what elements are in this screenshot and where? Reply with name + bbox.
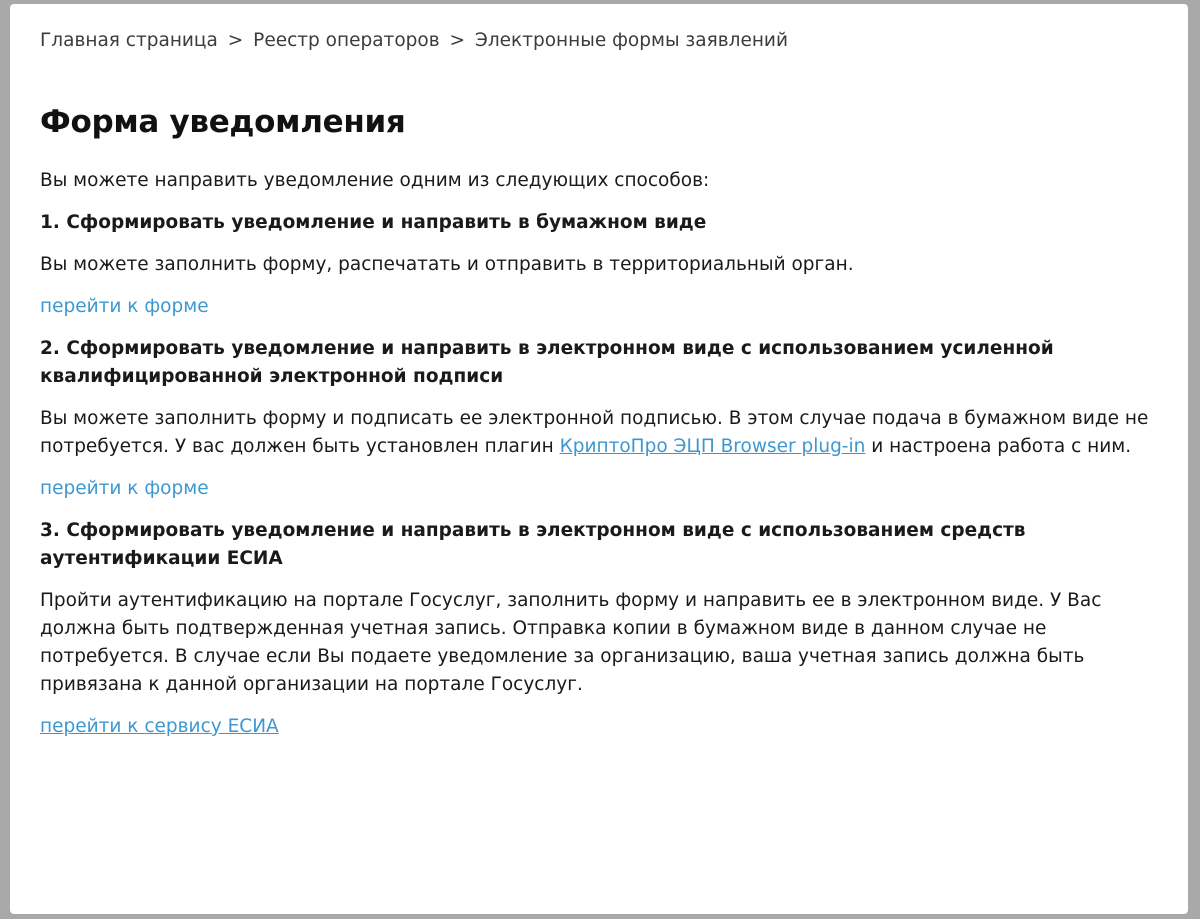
page-title: Форма уведомления [40, 104, 406, 140]
section-2-title: 2. Сформировать уведомление и направить в электронном виде с использованием усиленной квалифицированной электронной подписи [40, 338, 1054, 387]
section-2-form-link[interactable]: перейти к форме [40, 478, 209, 499]
section-2-desc-after: и настроена работа с ним. [865, 436, 1132, 457]
breadcrumb-registry[interactable]: Реестр операторов [253, 30, 440, 51]
intro-text: Вы можете направить уведомление одним из следующих способов: [40, 170, 710, 191]
section-3-description: Пройти аутентификацию на портале Госуслуг, заполнить форму и направить ее в электронном виде. У Вас должна быть подтвержденная учетная запись. Отправка копии в бумажном виде в данном случае не потребуется. В случае если Вы подаете уведомление за организацию, ваша учетная запись должна быть привязана к данной организации на портале Госуслуг. [40, 590, 1102, 695]
section-1-form-link[interactable]: перейти к форме [40, 296, 209, 317]
breadcrumb-separator: > [227, 30, 244, 51]
section-3-title: 3. Сформировать уведомление и направить в электронном виде с использованием средств аутентификации ЕСИА [40, 520, 1026, 569]
breadcrumb-separator: > [449, 30, 466, 51]
esia-service-link[interactable]: перейти к сервису ЕСИА [40, 716, 279, 737]
section-1-title: 1. Сформировать уведомление и направить в бумажном виде [40, 212, 707, 233]
section-2-description [40, 405, 1158, 461]
breadcrumb-current: Электронные формы заявлений [474, 30, 788, 51]
content-panel [10, 4, 1188, 914]
breadcrumb-home[interactable]: Главная страница [40, 30, 218, 51]
section-1-description: Вы можете заполнить форму, распечатать и отправить в территориальный орган. [40, 254, 854, 275]
cryptopro-plugin-link[interactable]: КриптоПро ЭЦП Browser plug-in [559, 436, 866, 457]
breadcrumb [40, 30, 1158, 52]
section-2-desc-before: Вы можете заполнить форму и подписать ее электронной подписью. В этом случае подача в бумажном виде не потребуется. У вас должен быть установлен плагин [40, 408, 1149, 457]
